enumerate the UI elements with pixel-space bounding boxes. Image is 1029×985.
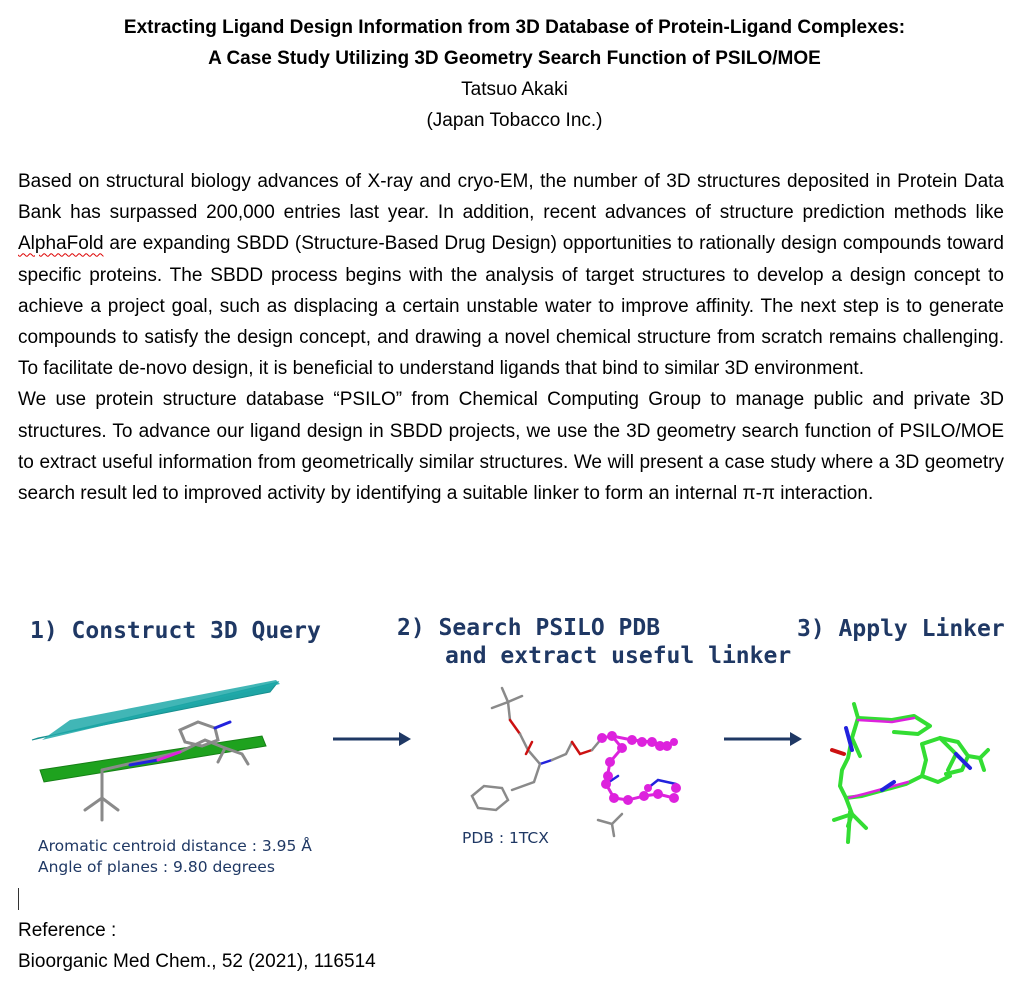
paragraph-1-text-start: Based on structural biology advances of X-ray and cryo-EM, the number of 3D structures deposited in Protein Data Bank has surpassed 200,000 entries last year. In addition, recent advances of structure prediction methods like bbox=[18, 171, 1004, 224]
spellcheck-flagged-word[interactable]: AlphaFold bbox=[18, 233, 104, 255]
reference-citation: Bioorganic Med Chem., 52 (2021), 116514 bbox=[18, 951, 376, 972]
applied-linker-ligand bbox=[822, 698, 997, 848]
abstract-body bbox=[18, 166, 1004, 509]
pdb-id-caption: PDB : 1TCX bbox=[462, 829, 549, 847]
arrow-step-1-to-2 bbox=[333, 730, 413, 748]
author-affiliation: (Japan Tobacco Inc.) bbox=[426, 110, 603, 131]
query-planes-diagram bbox=[30, 670, 280, 830]
query-caption bbox=[38, 836, 312, 878]
title-line-2: A Case Study Utilizing 3D Geometry Search Function of PSILO/MOE bbox=[208, 48, 821, 69]
text-cursor bbox=[18, 888, 19, 910]
author-block bbox=[0, 74, 1029, 136]
title-line-1: Extracting Ligand Design Information from 3D Database of Protein-Ligand Complexes: bbox=[123, 17, 906, 38]
paragraph-1-text-end: are expanding SBDD (Structure-Based Drug Design) opportunities to rationally design compounds toward specific proteins. The SBDD process begins with the analysis of target structures to develop a design concept to achieve a project goal, such as displacing a certain unstable water to improve affinity. The next step is to generate compounds to satisfy the design concept, and drawing a novel chemical structure from scratch remains challenging. To facilitate de-novo design, it is beneficial to understand ligands that bind to similar 3D environment. bbox=[18, 233, 1004, 380]
step-1-heading: 1) Construct 3D Query bbox=[30, 618, 321, 644]
plane-angle-label: Angle of planes : 9.80 degrees bbox=[38, 858, 275, 876]
step-2-heading-line-2: and extract useful linker bbox=[445, 643, 792, 669]
arrow-step-2-to-3 bbox=[724, 730, 804, 748]
search-result-ligand bbox=[462, 680, 702, 840]
abstract-title bbox=[0, 12, 1029, 74]
step-2-heading-line-1: 2) Search PSILO PDB bbox=[397, 615, 661, 641]
abstract-paragraph-1 bbox=[18, 166, 1004, 384]
abstract-paragraph-2: We use protein structure database “PSILO” from Chemical Computing Group to manage public and private 3D structures. To advance our ligand design in SBDD projects, we use the 3D geometry search function of PSILO/MOE to extract useful information from geometrically similar structures. We will present a case study where a 3D geometry search result led to improved activity by identifying a suitable linker to form an internal π-π interaction. bbox=[18, 389, 1004, 505]
reference-label: Reference : bbox=[18, 920, 117, 941]
centroid-distance-label: Aromatic centroid distance : 3.95 Å bbox=[38, 837, 312, 855]
author-name: Tatsuo Akaki bbox=[461, 79, 568, 100]
step-3-heading: 3) Apply Linker bbox=[797, 616, 1005, 642]
